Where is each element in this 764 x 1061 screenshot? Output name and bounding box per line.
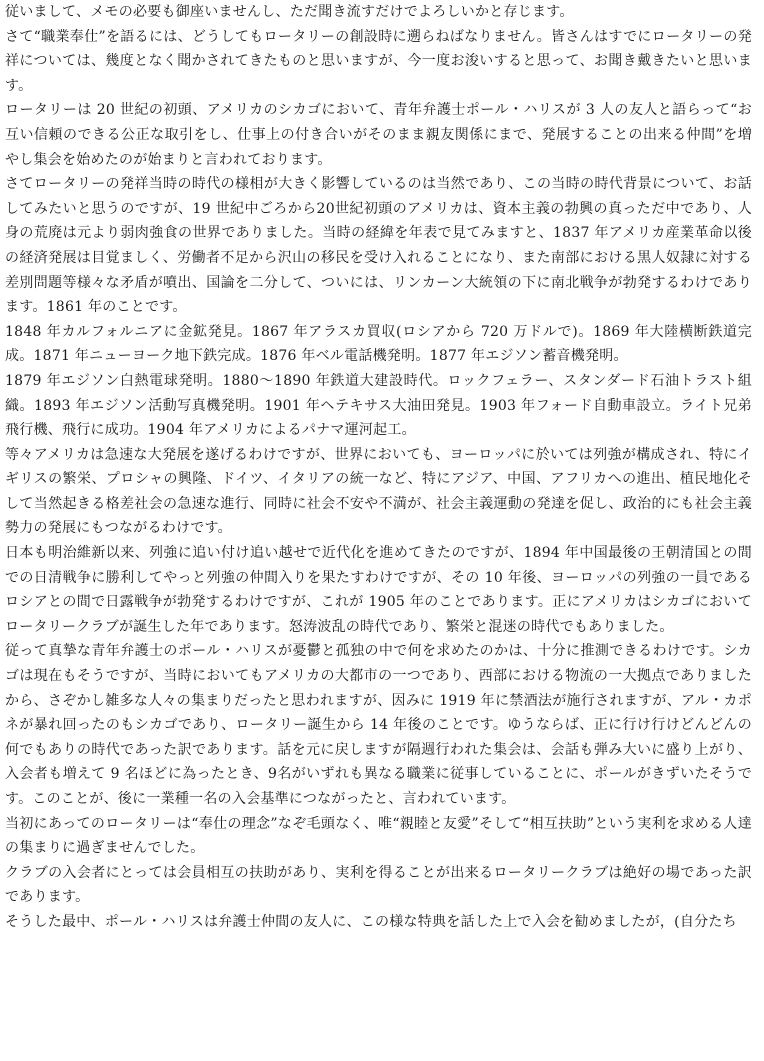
paragraph-historical-background: さてロータリーの発祥当時の時代の様相が大きく影響しているのは当然であり、この当時の時代背景について、お話してみたいと思うのですが、19 世紀中ごろから20世紀初頭のアメリカは、資本主義の勃興の真っただ中であり、人身の荒廃は元より弱肉強食の世界でありました。当時の経緯を年表で見てみますと、1837 年アメリカ産業革命以後の経済発展は目覚ましく、労働者不足から沢山の移民を受け入れることになり、また南部における黒人奴隷に対する差別問題等様々な矛盾が噴出、国論を二分して、ついには、リンカーン大統領の下に南北戦争が勃発するわけであります。1861 年のことです。	[5, 176, 752, 316]
paragraph-early-rotary: 当初にあってのロータリーは“奉仕の理念”なぞ毛頭なく、唯“親睦と友愛”そして“相互扶助”という実利を求める人達の集まりに過ぎませんでした。	[5, 815, 752, 857]
paragraph-timeline-2: 1879 年エジソン白熱電球発明。1880～1890 年鉄道大建設時代。ロックフェラー、スタンダード石油トラスト組織。1893 年エジソン活動写真機発明。1901 年ヘテキサス大油田発見。1903 年フォード自動車設立。ライト兄弟飛行機、飛行に成功。1904 年アメリカによるパナマ運河起工。	[5, 372, 752, 439]
paragraph-europe-context: 等々アメリカは急速な大発展を遂げるわけですが、世界においても、ヨーロッパに於いては列強が構成され、特にイギリスの繁栄、プロシャの興隆、ドイツ、イタリアの統一など、特にアジア、中国、アフリカへの進出、植民地化そして当然起きる格差社会の急速な進行、同時に社会不安や不満が、社会主義運動の発達を促し、政治的にも社会主義勢力の発展にもつながるわけです。	[5, 446, 752, 537]
paragraph-intro: 従いまして、メモの必要も御座いませんし、ただ聞き流すだけでよろしいかと存じます。	[5, 4, 574, 20]
paragraph-timeline-1: 1848 年カルフォルニアに金鉱発見。1867 年アラスカ買収(ロシアから 720 万ドルで)。1869 年大陸横断鉄道完成。1871 年ニューヨーク地下鉄完成。1876 年ベル電話機発明。1877 年エジソン蓄音機発明。	[5, 323, 752, 365]
paragraph-rotary-origin: ロータリーは 20 世紀の初頭、アメリカのシカゴにおいて、青年弁護士ポール・ハリスが 3 人の友人と語らって“お互い信頼のできる公正な取引をし、仕事上の付き合いがそのまま親友関係にまで、発展することの出来る仲間”を増やし集会を始めたのが始まりと言われております。	[5, 102, 752, 168]
paragraph-japan-context: 日本も明治維新以来、列強に追い付け追い越せで近代化を進めてきたのですが、1894 年中国最後の王朝清国との間での日清戦争に勝利してやっと列強の仲間入りを果たすわけですが、その 10 年後、ヨーロッパの列強の一員であるロシアとの間で日露戦争が勃発するわけですが、これが 1905 年のことであります。正にアメリカはシカゴにおいてロータリークラブが誕生した年であります。怒涛波乱の時代であり、繁栄と混迷の時代でもありました。	[5, 545, 752, 635]
paragraph-club-members: クラブの入会者にとっては会員相互の扶助があり、実利を得ることが出来るロータリークラブは絶好の場であった訳であります。	[5, 864, 752, 906]
paragraph-paul-harris-invite: そうした最中、ポール・ハリスは弁護士仲間の友人に、この様な特典を話した上で入会を勧めましたが，(自分たち	[5, 913, 737, 930]
paragraph-vocational-service: さて“職業奉仕”を語るには、どうしてもロータリーの創設時に遡らねばなりません。皆さんはすでにロータリーの発祥については、幾度となく聞かされてきたものと思いますが、今一度お浚いすると思って、お聞き戴きたいと思います。	[5, 28, 752, 94]
paragraph-chicago: 従って真摯な青年弁護士のポール・ハリスが憂鬱と孤独の中で何を求めたのかは、十分に推測できるわけです。シカゴは現在もそうですが、当時においてもアメリカの大都市の一つであり、西部における物流の一大拠点でありましたから、さぞかし雑多な人々の集まりだったと思われますが、因みに 1919 年に禁酒法が施行されますが、アル・カポネが暴れ回ったのもシカゴであり、ロータリー誕生から 14 年後のことです。ゆうならば、正に行け行けどんどんの何でもありの時代であった訳であります。話を元に戻しますが隔週行われた集会は、会話も弾み大いに盛り上がり、入会者も増えて 9 名ほどに為ったとき、9名がいずれも異なる職業に従事していることに、ポールがきずいたそうです。このことが、後に一業種一名の入会基準につながったと、言われています。	[5, 643, 752, 807]
